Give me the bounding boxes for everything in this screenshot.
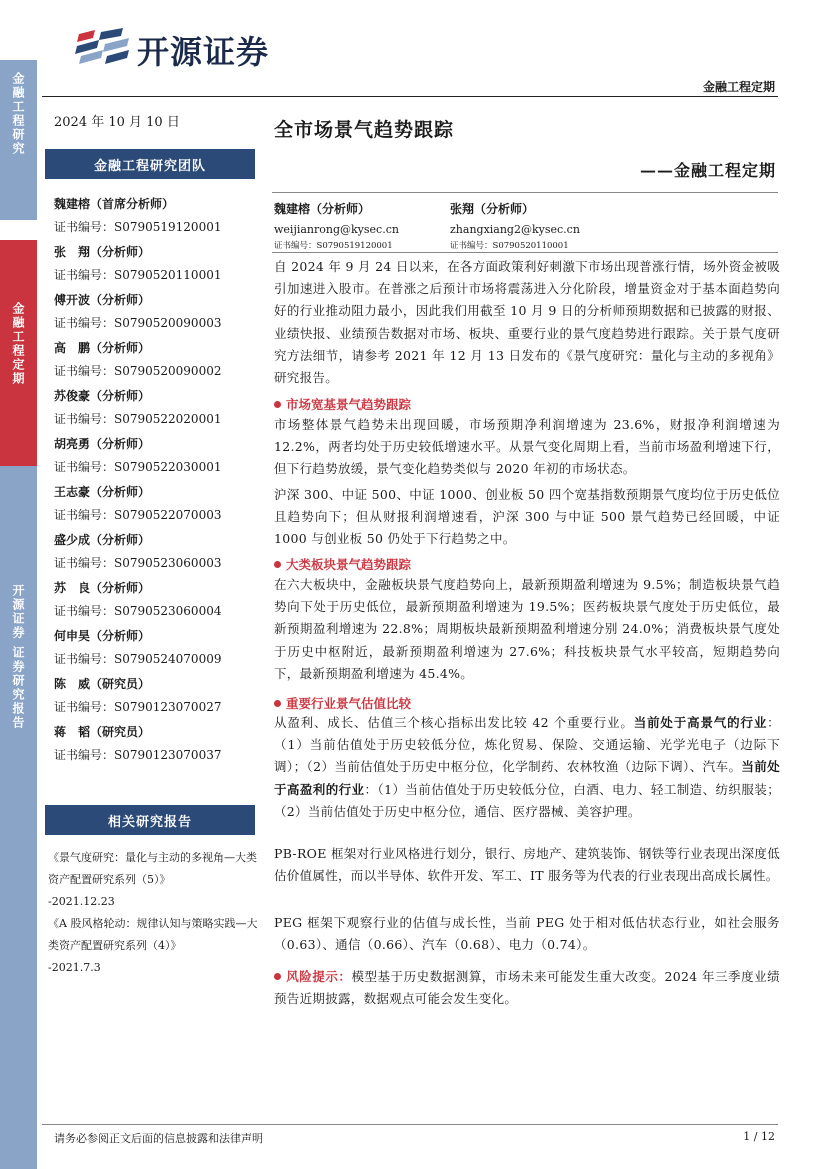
report-subtitle: ——金融工程定期 xyxy=(639,161,776,180)
team-member: 陈 威（研究员） 证书编号：S0790123070027 xyxy=(54,677,222,714)
team-member: 苏俊豪（分析师） 证书编号：S0790522020001 xyxy=(54,389,222,426)
team-member: 傅开波（分析师） 证书编号：S0790520090003 xyxy=(54,293,222,330)
bullet-icon xyxy=(274,973,281,980)
bullet-icon xyxy=(274,561,281,568)
page-number: 1 / 12 xyxy=(743,1130,775,1143)
risk-warning: 风险提示：模型基于历史数据测算，市场未来可能发生重大改变。2024 年三季度业绩预告近期披露，数据观点可能会发生变化。 xyxy=(274,969,780,1007)
title-divider xyxy=(272,192,778,193)
section-paragraph: 从盈利、成长、估值三个核心指标出发比较 42 个重要行业。当前处于高景气的行业：（1）当前估值处于历史较低分位，炼化贸易、保险、交通运输、光学光电子（边际下调）；（2）当前估值处于历史中枢分位，化学制药、农林牧渔（边际下调）、汽车。当前处于高盈利的行业：（1）当前估值处于历史较低分位，白酒、电力、轻工制造、纺织服装；（2）当前估值处于历史中枢分位，通信、医疗器械、美容护理。 xyxy=(274,715,780,819)
analyst-divider xyxy=(272,252,778,253)
section-paragraph: 在六大板块中，金融板块景气度趋势向上，最新预期盈利增速为 9.5%；制造板块景气趋势向下处于历史低位，最新预期盈利增速为 19.5%；医药板块景气度处于历史低位，最新预期盈利增速为 22.8%；周期板块最新预期盈利增速分别 24.0%；消费板块景气度处于历史中枢附近，最新预期盈利增速为 27.6%；科技板块景气水平较高，短期趋势向下，最新预期盈利增速为 45.4%。 xyxy=(274,577,780,681)
analyst-email[interactable]: zhangxiang2@kysec.cn xyxy=(450,223,580,236)
intro-paragraph: 自 2024 年 9 月 24 日以来，在各方面政策利好刺激下市场出现普涨行情，场外资金被吸引加速进入股市。在普涨之后预计市场将震荡进入分化阶段，增量资金对于基本面趋势向好的行业推动阻力最小，因此我们用截至 10 月 9 日的分析师预期数据和已披露的财报、业绩快报、业绩预告数据对市场、板块、重要行业的景气度趋势进行跟踪。关于景气度研究方法细节，请参考 2021 年 12 月 13 日发布的《景气度研究：量化与主动的多视角》研究报告。 xyxy=(274,259,780,386)
team-member: 蒋 韬（研究员） 证书编号：S0790123070037 xyxy=(54,725,222,762)
report-type-label: 金融工程定期 xyxy=(702,80,775,94)
section-paragraph: 市场整体景气趋势未出现回暖，市场预期净利润增速为 23.6%，财报净利润增速为 12.2%，两者均处于历史较低增速水平。从景气变化周期上看，当前市场盈利增速下行，但下行趋势放缓，景气变化趋势类似与 2020 年初的市场状态。 xyxy=(274,417,780,477)
section-heading-broad-index: 市场宽基景气趋势跟踪 xyxy=(274,395,411,415)
team-member: 盛少成（分析师） 证书编号：S0790523060003 xyxy=(54,533,222,570)
logo-mark-icon xyxy=(73,28,131,72)
analyst-email[interactable]: weijianrong@kysec.cn xyxy=(274,223,399,236)
footer-divider xyxy=(42,1124,778,1125)
team-member: 胡亮勇（分析师） 证书编号：S0790522030001 xyxy=(54,437,222,474)
bullet-icon xyxy=(274,401,281,408)
brand-name: 开源证券 xyxy=(137,33,270,71)
brand-logo xyxy=(73,26,269,74)
report-title: 全市场景气趋势跟踪 xyxy=(274,119,455,141)
report-date: 2024 年 10 月 10 日 xyxy=(54,115,180,130)
analyst-card: 张翔（分析师） zhangxiang2@kysec.cn 证书编号：S0790520110001 xyxy=(450,202,580,251)
section-paragraph: PEG 框架下观察行业的估值与成长性，当前 PEG 处于相对低估状态行业，如社会服务（0.63）、通信（0.66）、汽车（0.68）、电力（0.74）。 xyxy=(274,915,780,953)
team-member: 魏建榕（首席分析师） 证书编号：S0790519120001 xyxy=(54,197,222,234)
section-heading-industries: 重要行业景气估值比较 xyxy=(274,694,411,714)
related-report-link[interactable]: 《景气度研究：量化与主动的多视角—大类资产配置研究系列（5）》 -2021.12.23 xyxy=(48,851,257,908)
bullet-icon xyxy=(274,700,281,707)
side-tab-fin-eng-research: 金融工程研究 xyxy=(0,60,37,220)
analyst-card: 魏建榕（分析师） weijianrong@kysec.cn 证书编号：S0790519120001 xyxy=(274,202,399,251)
side-tab-kysec-report: 开源证券 证券研究报告 xyxy=(0,466,37,1169)
header-divider xyxy=(42,96,778,97)
side-tab-fin-eng-periodic: 金融工程定期 xyxy=(0,240,37,466)
team-member: 何申昊（分析师） 证书编号：S0790524070009 xyxy=(54,629,222,666)
section-paragraph: PB-ROE 框架对行业风格进行划分，银行、房地产、建筑装饰、钢铁等行业表现出深度低估价值属性，而以半导体、软件开发、军工、IT 服务等为代表的行业表现出高成长属性。 xyxy=(274,846,780,884)
team-member-list xyxy=(54,196,259,772)
team-member: 高 鹏（分析师） 证书编号：S0790520090002 xyxy=(54,341,222,378)
team-member: 王志豪（分析师） 证书编号：S0790522070003 xyxy=(54,485,222,522)
team-member: 苏 良（分析师） 证书编号：S0790523060004 xyxy=(54,581,222,618)
team-title: 金融工程研究团队 xyxy=(45,149,255,179)
related-reports-title: 相关研究报告 xyxy=(45,805,255,835)
team-member: 张 翔（分析师） 证书编号：S0790520110001 xyxy=(54,245,222,282)
section-paragraph: 沪深 300、中证 500、中证 1000、创业板 50 四个宽基指数预期景气度均位于历史低位且趋势向下；但从财报利润增速看，沪深 300 与中证 500 景气趋势已经回暖，中证 1000 与创业板 50 仍处于下行趋势之中。 xyxy=(274,487,780,547)
section-heading-sectors: 大类板块景气趋势跟踪 xyxy=(274,555,411,575)
related-report-link[interactable]: 《A 股风格轮动：规律认知与策略实践—大类资产配置研究系列（4）》 -2021.7.3 xyxy=(48,917,258,974)
related-reports-list xyxy=(48,847,260,979)
footer-disclaimer: 请务必参阅正文后面的信息披露和法律声明 xyxy=(54,1132,263,1145)
